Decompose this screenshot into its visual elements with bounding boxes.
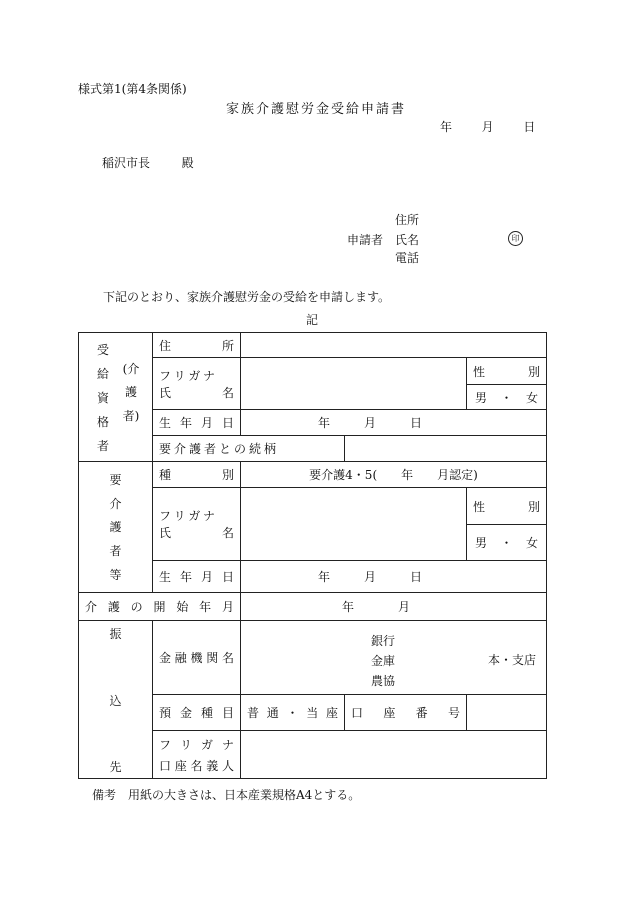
holder-label: フ リ ガ ナ 口 座 名 義 人 xyxy=(153,731,241,779)
recipient-name-field[interactable] xyxy=(241,358,467,410)
addressee-honorific: 殿 xyxy=(181,156,194,170)
dob-label: 生 年 月 日 xyxy=(153,410,241,436)
deposit-type-label: 預 金 種 目 xyxy=(153,695,241,731)
relation-label: 要介護者との続柄 xyxy=(153,436,345,462)
account-number-label: 口 座 番 号 xyxy=(345,695,467,731)
application-form-table xyxy=(78,332,547,779)
applicant-address-label: 住所 xyxy=(395,213,420,227)
care-type-field[interactable]: 要介護4・5( 年 月認定) xyxy=(241,462,547,488)
care-dob-field[interactable]: 年 月 日 xyxy=(241,561,547,593)
recipient-group-label: 受 給 資 格 者 (介 護 者) xyxy=(79,333,153,462)
account-number-field[interactable] xyxy=(467,695,547,731)
ki-mark: 記 xyxy=(306,313,319,327)
date-month: 月 xyxy=(481,120,494,134)
address-label: 住 所 xyxy=(153,333,241,358)
page-title: 家族介護慰労金受給申請書 xyxy=(226,102,407,117)
sex-label: 性 別 xyxy=(467,358,547,385)
date-line xyxy=(440,118,535,135)
address-field[interactable] xyxy=(241,333,547,358)
transfer-group-label: 振 込 先 xyxy=(79,621,153,779)
seal-mark: 印 xyxy=(508,231,523,246)
note-text: 備考 用紙の大きさは、日本産業規格A4とする。 xyxy=(92,788,361,802)
care-name-field[interactable] xyxy=(241,488,467,561)
applicant-name-label: 氏名 xyxy=(395,233,420,247)
care-sex-options[interactable]: 男 ・ 女 xyxy=(467,525,547,561)
applicant-label: 申請者 xyxy=(347,233,384,247)
care-person-group-label: 要 介 護 者 等 xyxy=(79,462,153,593)
care-start-field[interactable]: 年 月 xyxy=(241,593,547,621)
addressee xyxy=(102,154,194,171)
recipient-dob-field[interactable]: 年 月 日 xyxy=(241,410,547,436)
applicant-phone-label: 電話 xyxy=(395,251,420,265)
deposit-type-options[interactable]: 普 通 ・ 当 座 xyxy=(241,695,345,731)
addressee-name: 稲沢市長 xyxy=(102,156,151,170)
care-sex-label: 性 別 xyxy=(467,488,547,525)
relation-field[interactable] xyxy=(345,436,547,462)
sex-options[interactable]: 男 ・ 女 xyxy=(467,385,547,410)
bank-label: 金 融 機 関 名 xyxy=(153,621,241,695)
intro-text: 下記のとおり、家族介護慰労金の受給を申請します。 xyxy=(103,290,391,304)
date-day: 日 xyxy=(523,120,536,134)
bank-field[interactable]: 銀行 金庫 農協 本・支店 xyxy=(241,621,547,695)
holder-field[interactable] xyxy=(241,731,547,779)
care-furigana-name-label: フ リ ガ ナ 氏 名 xyxy=(153,488,241,561)
care-start-label: 介 護 の 開 始 年 月 xyxy=(79,593,241,621)
furigana-name-label: フ リ ガ ナ 氏 名 xyxy=(153,358,241,410)
care-dob-label: 生 年 月 日 xyxy=(153,561,241,593)
date-year: 年 xyxy=(440,120,453,134)
care-type-label: 種 別 xyxy=(153,462,241,488)
form-number: 様式第1(第4条関係) xyxy=(78,82,187,96)
